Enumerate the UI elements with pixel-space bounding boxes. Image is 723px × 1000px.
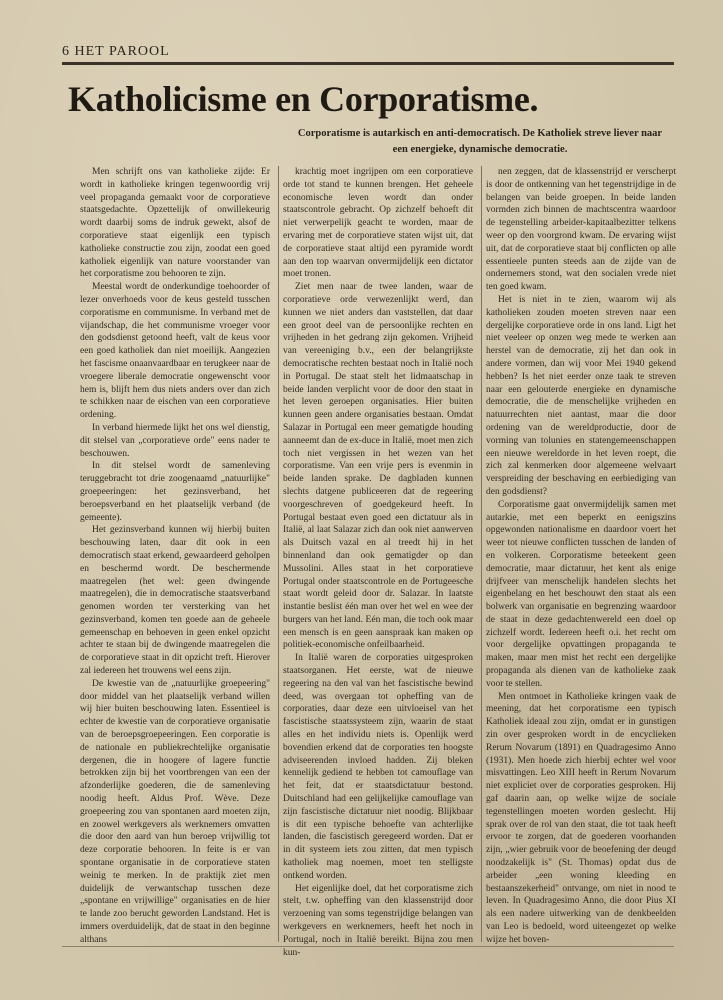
header-rule (62, 62, 674, 65)
paragraph: Meestal wordt de onderkundige toehoorder of lezer onverhoeds voor de keus gesteld tusschen corporatisme en communisme. In verband met de vijandschap, die het communisme vroeger voor den godsdienst getoond heeft, valt de keus voor een goed katholiek dan niet moeilijk. Aangezien het fascisme onaanvaardbaar en terugkeer naar de vroegere liberale democratie ongewenscht voor hem is, blijft hem dus niets anders over dan zich te schikken naar de eischen van een corporatieve ordening. (80, 282, 270, 421)
paragraph: In dit stelsel wordt de samenleving teruggebracht tot drie zoogenaamd „natuurlijke" groepeeringen: het gezinsverband, het beroepsverband en het plaatselijk verband (de gemeente). (80, 461, 270, 523)
page-header: 6 HET PAROOL (62, 44, 170, 59)
column-3 (486, 166, 676, 944)
paragraph: In verband hiermede lijkt het ons wel dienstig, dit stelsel van „corporatieve orde" eens nader te beschouwen. (80, 422, 270, 459)
footer-rule (62, 946, 674, 947)
article-subtitle: Corporatisme is autarkisch en anti-democratisch. De Katholiek streve liever naar een energieke, dynamische democratie. (297, 128, 663, 155)
paragraph: Men ontmoet in Katholieke kringen vaak de meening, dat het corporatisme een typisch Katholiek ideaal zou zijn, omdat er in gunstigen zin over gesproken wordt in de encyclieken Rerum Novarum (1891) en Quadragesimo Anno (1931). Men hoede zich hierbij echter wel voor misvattingen. Leo XIII heeft in Rerum Novarum niet expliciet over de corporaties gesproken. Hij gaf daarin aan, op welke wijze de sociale tegenstellingen moeten worden geslecht. Hij sprak over de rol van den staat, die tot taak heeft ervoor te zorgen, dat de goederen voorhanden zijn, „wier gebruik voor de beoefening der deugd noodzakelijk is" (St. Thomas) opdat dus de arbeider „een woning kleeding en bestaanszekerheid" ontvange, om niet in nood te leven. In Quadragesimo Anno, die door Pius XI als een nadere uitwerking van de denkbeelden van Leo is bedoeld, word uiteengezet op welke wijze het boven- (486, 691, 676, 945)
paragraph: krachtig moet ingrijpen om een corporatieve orde tot stand te kunnen brengen. Het geheele economische leven wordt dan onder staatscontrole gebracht. Op zichzelf behoeft dit niet verwerpelijk geacht te worden, maar de ervaring met de corporatieve staten wijst uit, dat de corporatieve staat altijd een pyramide wordt aan den top waarvan onvermijdelijk een dictator moet tronen. (283, 167, 473, 280)
article-body (80, 166, 676, 958)
column-1 (80, 166, 270, 944)
paragraph: nen zeggen, dat de klassenstrijd er verscherpt is door de ontkenning van het tegenstrijdige in de belangen van beide groepen. In beide landen vormden zich binnen de machtscentra waardoor de tegenstelling arbeider-kapitaalbezitter telkens weer op den voorgrond kwam. De ervaring wijst uit, dat de corporatieve staat bij conflicten op alle essentieele punten steeds aan de zijde van de ondernemers stond, wat den socialen vrede niet ten goed kwam. (486, 167, 676, 293)
article-title: Katholicisme en Corporatisme. (68, 79, 539, 119)
paragraph: Men schrijft ons van katholieke zijde: Er wordt in katholieke kringen tegenwoordig vrij veel propaganda gemaakt voor de corporatieve staatsgedachte. Opzettelijk of onwillekeurig wordt daarbij soms de indruk gewekt, alsof de corporatieve staat eigenlijk een typisch katholieke constructie zou zijn, zoodat een goed katholiek eigenlijk van nature voorstander van het corporatisme zou behooren te zijn. (80, 167, 270, 280)
paragraph: De kwestie van de „natuurlijke groepeering" door middel van het plaatselijk verband willen wij hier buiten beschouwing laten. Essentieel is echter de kwestie van de corporatieve organisatie van de beroepsgroepeeringen. Een corporatie is de nationale en publiekrechtelijke organisatie dergenen, die in hoogere of lagere functie betrokken zijn bij het voortbrengen van een der afzonderlijke goederen, die de samenleving noodig heeft. Aldus Prof. Wève. Deze groepeering zou van spontanen aard moeten zijn, en zoowel werkgevers als werknemers omvatten die door den aard van hun beroep vrijwillig tot deze corporatie behooren. In feite is er van spontane organisatie in de corporatieve staten weinig te merken. In de praktijk ziet men duidelijk de verwantschap tusschen deze „spontane en vrijwillige" organisaties en de hier te lande zoo berucht geworden Landstand. Het is immers overduidelijk, dat de staat in den beginne althans (80, 678, 270, 945)
paragraph: Het eigenlijke doel, dat het corporatisme zich stelt, t.w. opheffing van den klassenstrijd door verzoening van soms tegenstrijdige belangen van werkgevers en werknemers, heeft het noch in Portugal, noch in Italië bereikt. Bijna zou men kun- (283, 883, 473, 958)
paragraph: Het is niet in te zien, waarom wij als katholieken zouden moeten streven naar een dergelijke corporatieve orde in ons land. Ligt het niet veeleer op onzen weg mede te werken aan herstel van de democratie, zij het dan ook in andere vormen, dan wij voor Mei 1940 gekend hebben? Is het niet eerder onze taak te streven naar een gelouterde energieke en dynamische democratie, die de menschelijke vrijheden en natuurrechten niet aantast, maar die door ordening van de wereldproductie, door de vorming van tolunies en statengemeenschappen een nieuwe wereldorde in het leven roept, die zich zal kenmerken door algemeene welvaart verspreiding der beschaving en eerbiediging van den godsdienst? (486, 294, 676, 497)
paragraph: Ziet men naar de twee landen, waar de corporatieve orde verwezenlijkt werd, dan kunnen we niet anders dan vaststellen, dat daar een groot deel van de persoonlijke rechten en vrijheden in het gedrang zijn gekomen. Vrijheid van vereeniging b.v., een der belangrijkste democratische rechten bestaat noch in Italië noch in Portugal. De staat stelt het lidmaatschap in beide landen verplicht voor de door den staat in het leven geroepen organisaties. Hier buiten kunnen geen andere organisaties bestaan. Omdat Salazar in Portugal een meer gematigde houding aanneemt dan de ex-duce in Italië, moet men zich toch niet vergissen in het wezen van het corporatisme. Van een vrije pers is evenmin in beide landen sprake. De dagbladen kunnen slechts datgene publiceeren dat de regeering voorgeschreven of goedgekeurd heeft. In Portugal bestaat even goed een dictatuur als in Italië, al laat Salazar zich dan ook niet aanwerven als Duitsch vazal en al treedt hij in het binnenland dan ook gematigder op dan Mussolini. Alles staat in het corporatieve Portugal onder staatscontrole en de Portugeesche staat wordt geleid door dr. Salazar. In laatste instantie beslist één man over het wel en wee der burgers van het land. Eén man, die toch ook maar een mensch is en geen aanspraak kan maken op politiek-economische onfeilbaarheid. (283, 282, 473, 651)
paragraph: Het gezinsverband kunnen wij hierbij buiten beschouwing laten, daar dit ook in een democratisch staat erkend, gewaardeerd geholpen en beschermd wordt. De beschermende maatregelen (het wel: geen dwingende maatregelen), die in democratische staatsverband genomen worden ter versterking van het gezinsverband, komen ten goede aan de geheele gemeenschap en behoeven in geen enkel opzicht achter te staan bij de dwingende maatregelen die de corporatieve staat in dit opzicht treft. Hierover zal iedereen het trouwens wel eens zijn. (80, 525, 270, 677)
paragraph: In Italië waren de corporaties uitgesproken staatsorganen. Het eerste, wat de nieuwe regeering na den val van het fascistische bewind deed, was overgaan tot opheffing van de corporaties, daar deze een uitvloeisel van het fascistische staatssysteem zijn, waarin de staat alles en het individu niets is. Openlijk werd bovendien erkend dat de corporaties ten hoogste adviseerenden invloed hadden. Zij bleken kennelijk gediend te hebben tot camouflage van het feit, dat er staatsdictatuur bestond. Duitschland had een gelijkelijke camouflage van zijn fascistische dictatuur niet noodig. Blijkbaar is dit een typische behoefte van achterlijke landen, die fascistisch geregeerd worden. Dat er in dit systeem iets zou zitten, dat men typisch katholiek mag noemen, moet ten stelligste ontkend worden. (283, 653, 473, 881)
paragraph: Corporatisme gaat onvermijdelijk samen met autarkie, met een beperkt en eenigszins opgewonden nationalisme en daardoor voert het weer tot nieuwe conflicten tusschen de landen of en volkeren. Corporatisme beteekent geen democratie, maar dictatuur, het kent als enige drijfveer van menschelijk handelen slechts het eigenbelang en het beschouwt den staat als een bolwerk van organisatie en begrenzing waardoor de staat in deze gedachtenwereld een doel op zichzelf wordt. Iedereen heeft o.i. het recht om voor dergelijke opvattingen propaganda te maken, maar men mist het recht een dergelijke propaganda als dienen van de katholieke zaak voor te stellen. (486, 499, 676, 689)
column-2 (283, 166, 473, 958)
